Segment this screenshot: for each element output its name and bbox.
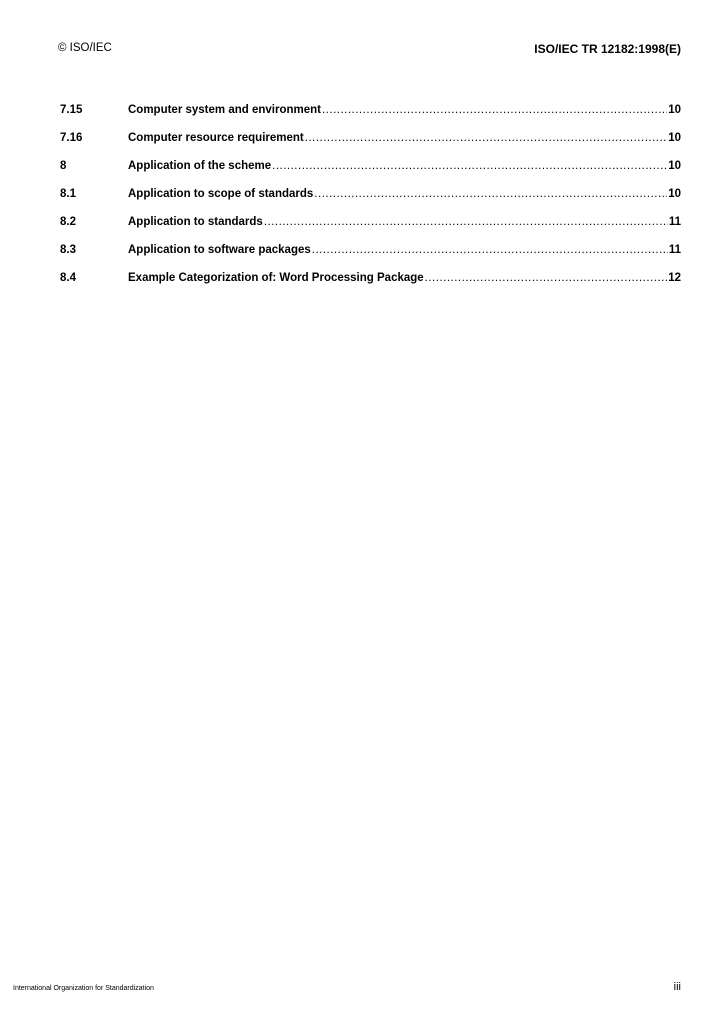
- toc-entry[interactable]: [60, 272, 681, 300]
- toc-dot-leader: [272, 160, 667, 172]
- toc-entry-title: Example Categorization of: Word Processing Package: [128, 272, 424, 284]
- toc-entry-page: 11: [668, 216, 681, 228]
- toc-entry[interactable]: [60, 160, 681, 188]
- toc-entry[interactable]: [60, 188, 681, 216]
- toc-entry-page: 10: [668, 132, 681, 144]
- toc-entry-number: 8.4: [60, 272, 76, 284]
- toc-dot-leader: [314, 188, 667, 200]
- toc-entry-number: 8: [60, 160, 67, 172]
- toc-entry-page: 12: [668, 272, 681, 284]
- toc-dot-leader: [264, 216, 668, 228]
- toc-entry[interactable]: [60, 244, 681, 272]
- toc-entry-number: 8.3: [60, 244, 76, 256]
- document-identifier: ISO/IEC TR 12182:1998(E): [534, 42, 681, 56]
- toc-dot-leader: [322, 104, 667, 116]
- toc-entry-page: 10: [668, 188, 681, 200]
- toc-entry-title: Computer resource requirement: [128, 132, 304, 144]
- toc-entry-number: 8.1: [60, 188, 76, 200]
- toc-entry[interactable]: [60, 104, 681, 132]
- header-copyright: © ISO/IEC: [58, 42, 112, 54]
- toc-entry-title: Computer system and environment: [128, 104, 321, 116]
- toc-entry[interactable]: [60, 216, 681, 244]
- toc-entry-title: Application to software packages: [128, 244, 311, 256]
- toc-dot-leader: [425, 272, 668, 284]
- toc-entry-title: Application to scope of standards: [128, 188, 314, 200]
- toc-entry-page: 10: [668, 160, 681, 172]
- toc-entry-number: 8.2: [60, 216, 76, 228]
- toc-dot-leader: [305, 132, 667, 144]
- table-of-contents: [60, 104, 681, 300]
- toc-dot-leader: [312, 244, 668, 256]
- toc-entry-title: Application to standards: [128, 216, 263, 228]
- toc-entry-page: 10: [668, 104, 681, 116]
- footer-organization: International Organization for Standardization: [13, 985, 154, 992]
- page-number: iii: [673, 981, 681, 993]
- toc-entry[interactable]: [60, 132, 681, 160]
- toc-entry-number: 7.15: [60, 104, 83, 116]
- toc-entry-page: 11: [668, 244, 681, 256]
- toc-entry-number: 7.16: [60, 132, 83, 144]
- toc-entry-title: Application of the scheme: [128, 160, 272, 172]
